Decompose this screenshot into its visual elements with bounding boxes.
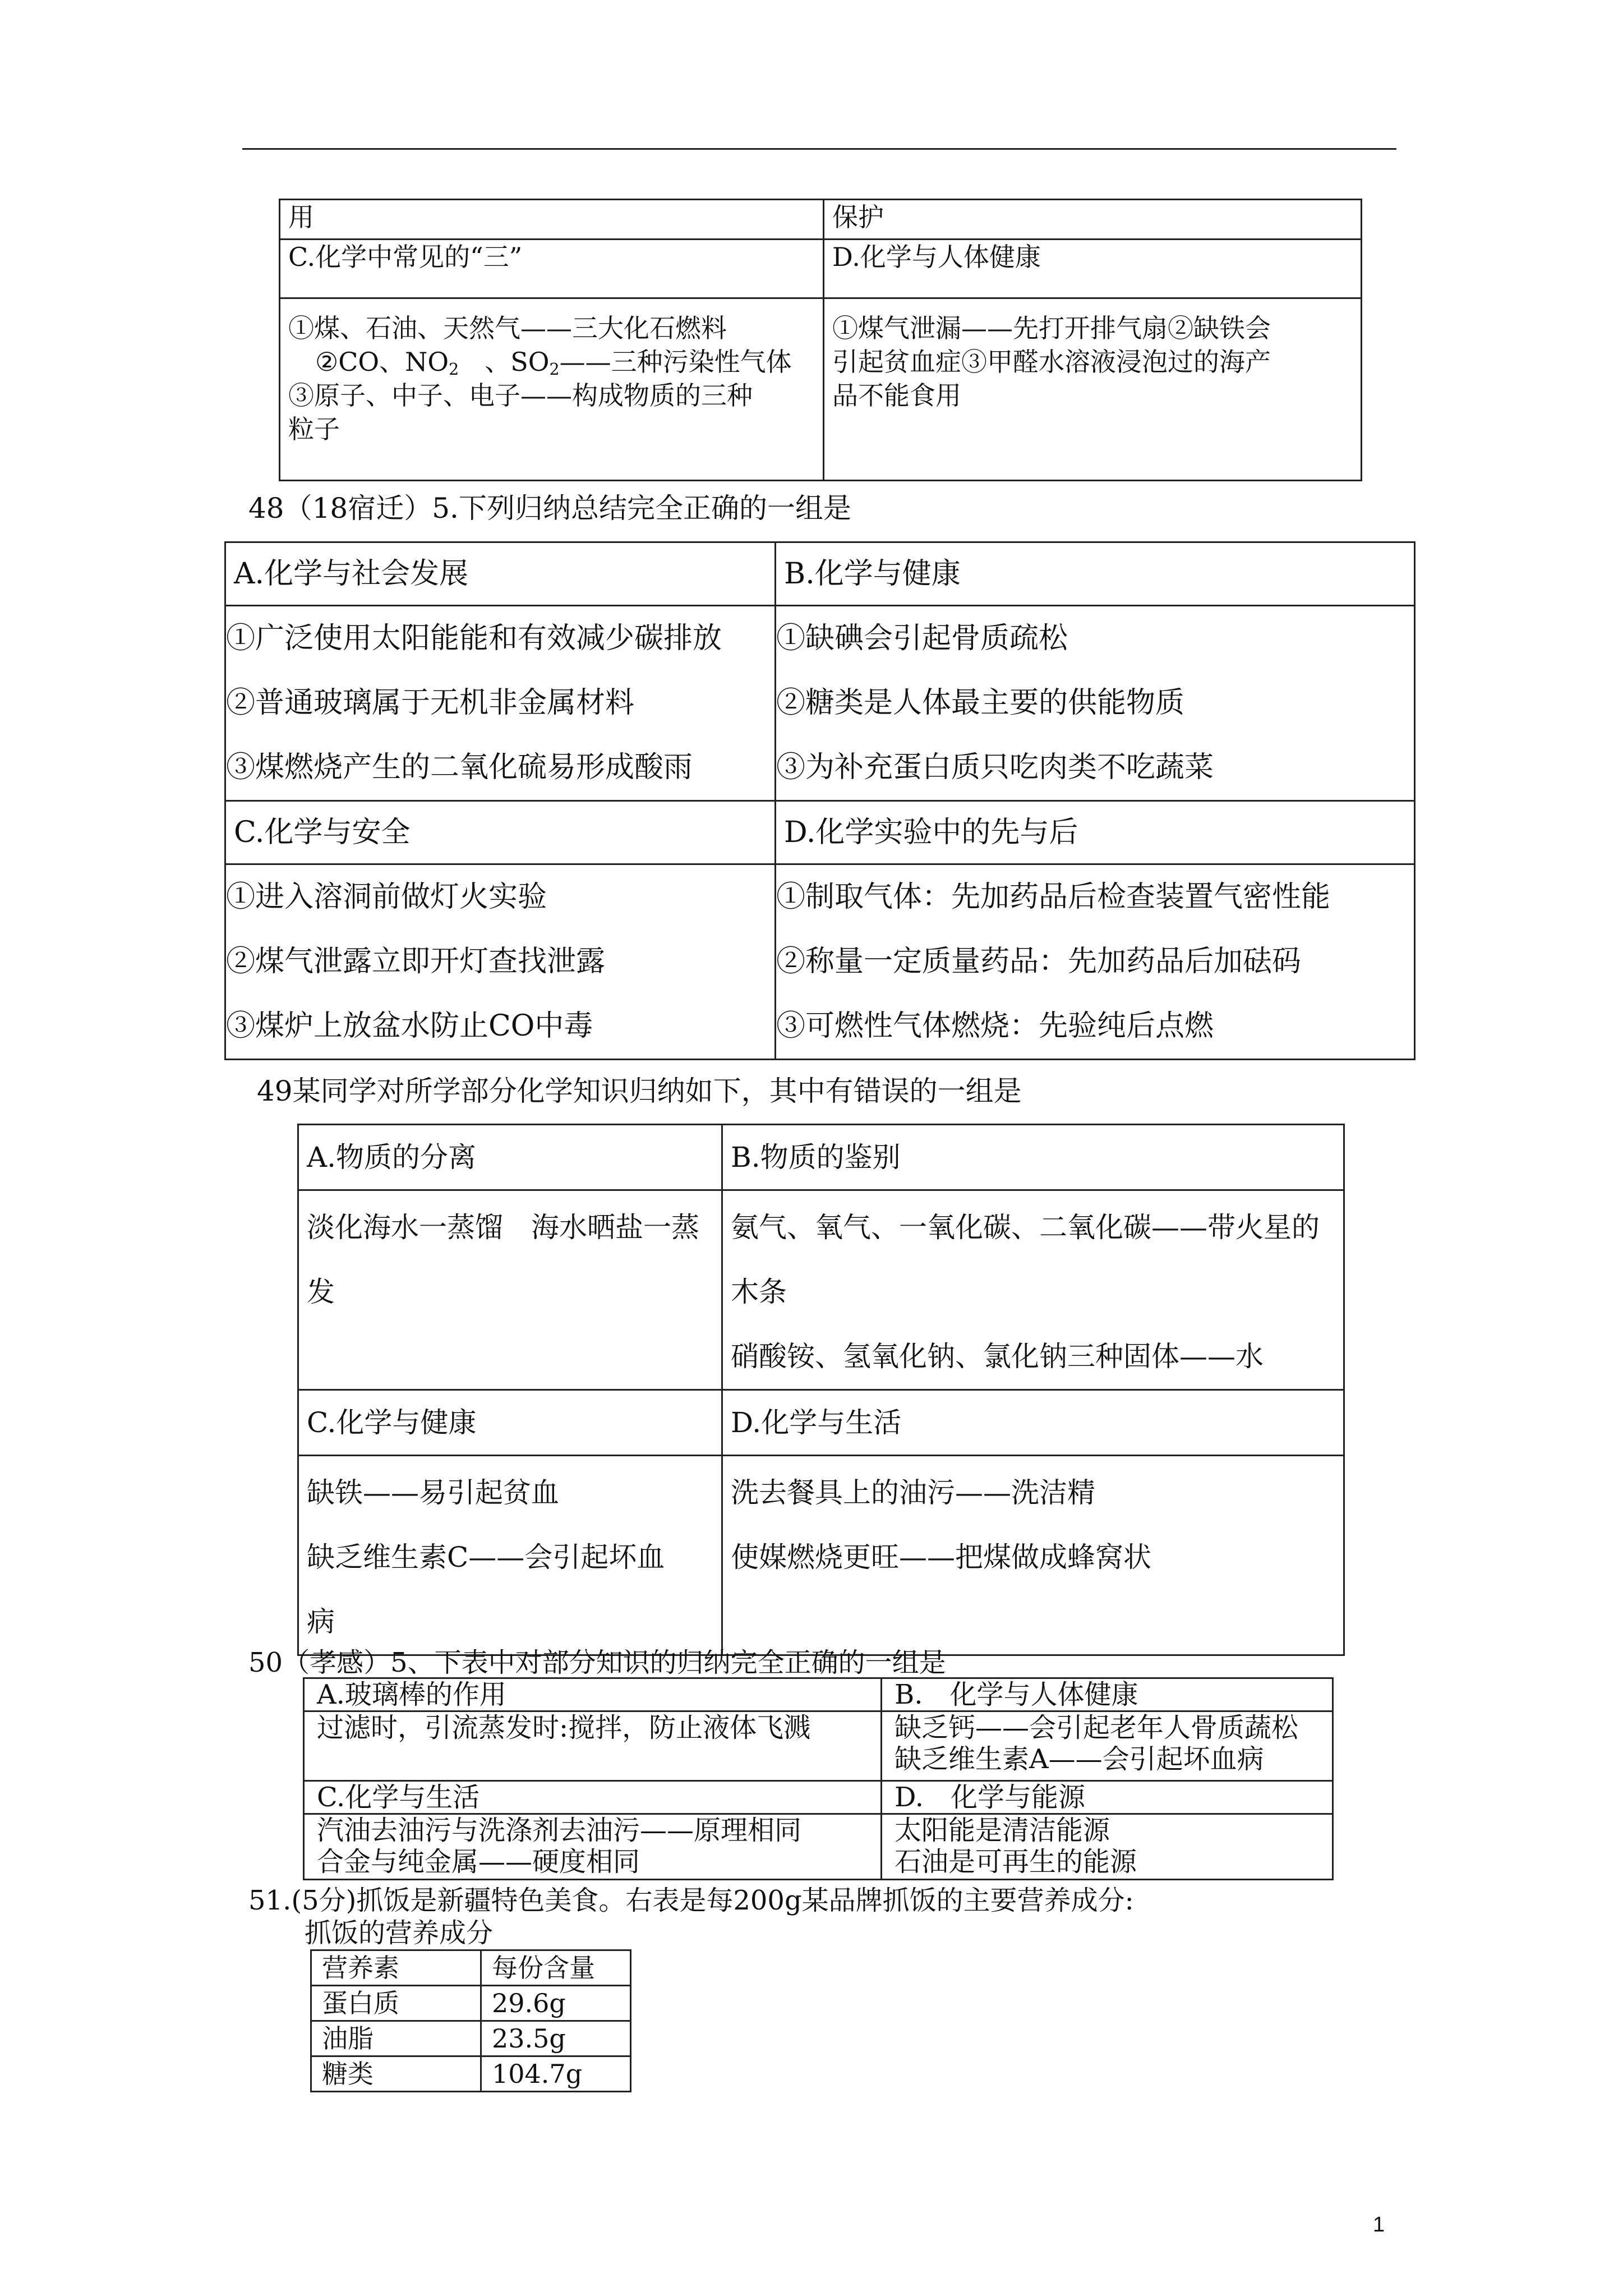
list-item: 缺乏维生素A——会引起坏血病 xyxy=(895,1743,1264,1775)
cell-b-title: B.物质的鉴别 xyxy=(722,1125,1344,1190)
cell-b-body xyxy=(776,606,1415,801)
table-nutrition xyxy=(310,1949,631,2092)
table-cell: 104.7g xyxy=(481,2056,631,2092)
list-item: 过滤时，引流蒸发时:搅拌，防止液体飞溅 xyxy=(317,1712,811,1743)
list-item: 汽油去油污与洗涤剂去油污——原理相同 xyxy=(317,1815,802,1846)
list-item: 硝酸铵、氢氧化钠、氯化钠三种固体——水 xyxy=(731,1340,1264,1373)
list-item: 使媒燃烧更旺——把煤做成蜂窝状 xyxy=(731,1541,1151,1573)
list-item: 氨气、氧气、一氧化碳、二氧化碳——带火星的 xyxy=(731,1211,1320,1244)
cell-head-left: 用 xyxy=(280,200,824,240)
list-item: 缺乏钙——会引起老年人骨质蔬松 xyxy=(895,1712,1299,1743)
cell-d-body xyxy=(776,864,1415,1060)
list-item: ②称量一定质量药品：先加药品后加砝码 xyxy=(776,945,1302,978)
list-item: 洗去餐具上的油污——洗洁精 xyxy=(731,1476,1095,1509)
list-item: ②煤气泄露立即开灯查找泄露 xyxy=(226,945,606,978)
list-item: ③煤炉上放盆水防止CO中毒 xyxy=(226,1009,593,1043)
table-row xyxy=(311,2021,631,2056)
cell-c-title: C.化学与健康 xyxy=(298,1390,722,1456)
cell-a-body xyxy=(304,1711,882,1781)
cell-d-body xyxy=(882,1814,1333,1880)
list-item: 粒子 xyxy=(288,414,340,444)
table-cell: 蛋白质 xyxy=(311,1986,481,2021)
cell-c-body xyxy=(304,1814,882,1880)
header-cell: 每份含量 xyxy=(481,1950,631,1986)
cell-d-title: D.化学与生活 xyxy=(722,1390,1344,1456)
table-continued xyxy=(279,199,1362,481)
cell-a-title: A.玻璃棒的作用 xyxy=(304,1678,882,1711)
cell-c-title: C.化学与生活 xyxy=(304,1781,882,1814)
cell-b-title: B. 化学与人体健康 xyxy=(882,1678,1333,1711)
list-item: ①煤、石油、天然气——三大化石燃料 xyxy=(288,313,727,343)
list-item: ③原子、中子、电子——构成物质的三种 xyxy=(288,380,753,411)
question-50: 50（孝感）5、下表中对部分知识的归纳完全正确的一组是 xyxy=(248,1647,946,1678)
cell-c-body xyxy=(298,1456,722,1655)
cell-a-title: A.化学与社会发展 xyxy=(225,542,776,606)
cell-c-title: C.化学中常见的“三” xyxy=(280,240,824,298)
cell-d-body xyxy=(824,298,1362,481)
list-item: ②普通玻璃属于无机非金属材料 xyxy=(226,686,635,720)
page-number: 1 xyxy=(1373,2213,1385,2237)
question-51: 51.(5分)抓饭是新疆特色美食。右表是每200g某品牌抓饭的主要营养成分: xyxy=(248,1885,1134,1916)
table-q50 xyxy=(303,1677,1334,1880)
cell-d-body xyxy=(722,1456,1344,1655)
table-cell: 29.6g xyxy=(481,1986,631,2021)
cell-b-title: B.化学与健康 xyxy=(776,542,1415,606)
list-item: ②CO、$NO_2$ 、$SO_2——$三种污染性气体 xyxy=(315,347,792,379)
cell-c-body xyxy=(225,864,776,1060)
list-item: ②糖类是人体最主要的供能物质 xyxy=(776,686,1185,720)
list-item: 太阳能是清洁能源 xyxy=(895,1815,1110,1846)
list-item: ③煤燃烧产生的二氧化硫易形成酸雨 xyxy=(226,751,693,784)
cell-d-title: D. 化学与能源 xyxy=(882,1781,1333,1814)
list-item: ①煤气泄漏——先打开排气扇②缺铁会 xyxy=(832,313,1271,343)
cell-a-body xyxy=(225,606,776,801)
list-item: 淡化海水一蒸馏 海水晒盐一蒸 xyxy=(307,1211,699,1244)
cell-b-body xyxy=(722,1190,1344,1390)
list-item: 缺乏维生素C——会引起坏血 xyxy=(307,1541,665,1573)
list-item: ①制取气体：先加药品后检查装置气密性能 xyxy=(776,880,1331,914)
cell-c-body xyxy=(280,298,824,481)
list-item: 发 xyxy=(307,1276,335,1308)
question-49: 49某同学对所学部分化学知识归纳如下，其中有错误的一组是 xyxy=(257,1075,1022,1107)
list-item: 木条 xyxy=(731,1276,787,1308)
list-item: 缺铁——易引起贫血 xyxy=(307,1476,559,1509)
table-q48 xyxy=(224,541,1415,1060)
list-item: 病 xyxy=(307,1605,335,1638)
list-item: ③可燃性气体燃烧：先验纯后点燃 xyxy=(776,1009,1214,1043)
cell-d-title: D.化学与人体健康 xyxy=(824,240,1362,298)
table-row xyxy=(311,1986,631,2021)
question-48: 48（18宿迁）5.下列归纳总结完全正确的一组是 xyxy=(248,492,851,524)
list-item: ①进入溶洞前做灯火实验 xyxy=(226,880,547,914)
list-item: 石油是可再生的能源 xyxy=(895,1846,1137,1878)
list-item: 合金与纯金属——硬度相同 xyxy=(317,1846,640,1878)
list-item: ①广泛使用太阳能能和有效减少碳排放 xyxy=(226,622,722,655)
table-cell: 糖类 xyxy=(311,2056,481,2092)
list-item: ③为补充蛋白质只吃肉类不吃蔬菜 xyxy=(776,751,1214,784)
list-item: ①缺碘会引起骨质疏松 xyxy=(776,622,1068,655)
cell-head-right: 保护 xyxy=(824,200,1362,240)
header-cell: 营养素 xyxy=(311,1950,481,1986)
list-item: 引起贫血症③甲醛水溶液浸泡过的海产 xyxy=(832,347,1271,377)
table-caption: 抓饭的营养成分 xyxy=(305,1917,494,1949)
header-rule xyxy=(242,148,1396,150)
cell-a-body xyxy=(298,1190,722,1390)
table-row xyxy=(311,2056,631,2092)
table-q49 xyxy=(297,1124,1345,1656)
list-item: 品不能食用 xyxy=(832,380,961,411)
cell-d-title: D.化学实验中的先与后 xyxy=(776,801,1415,864)
cell-a-title: A.物质的分离 xyxy=(298,1125,722,1190)
cell-c-title: C.化学与安全 xyxy=(225,801,776,864)
table-cell: 23.5g xyxy=(481,2021,631,2056)
table-cell: 油脂 xyxy=(311,2021,481,2056)
cell-b-body xyxy=(882,1711,1333,1781)
